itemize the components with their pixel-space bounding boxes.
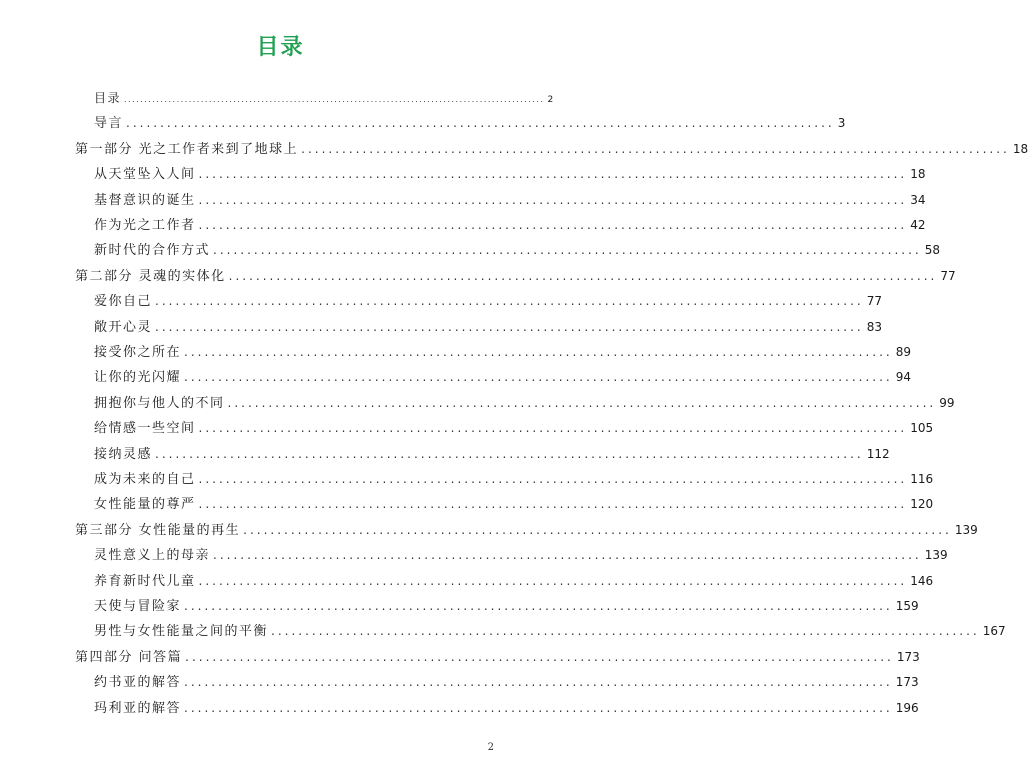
toc-entry[interactable] [94, 111, 846, 136]
toc-entry-page: 3 [837, 116, 846, 131]
toc-entry[interactable] [94, 86, 554, 111]
toc-entry-page: 42 [910, 218, 926, 232]
dot-leader: ........................................................................................................ [228, 268, 938, 283]
dot-leader: ........................................................................................................ [184, 700, 893, 715]
toc-entry-page: 99 [939, 395, 955, 410]
toc-entry-label: 约书亚的解答 [94, 675, 182, 691]
toc-entry-label: 作为光之工作者 [94, 218, 196, 233]
toc-entry[interactable] [94, 492, 934, 517]
dot-leader: ........................................................................................................ [184, 599, 893, 613]
toc-entry[interactable] [94, 416, 934, 441]
dot-leader: ........................................................................................................ [126, 116, 835, 131]
toc-entry[interactable] [94, 162, 926, 187]
toc-entry-label: 导言 [94, 116, 124, 132]
toc-entry[interactable] [94, 340, 911, 365]
toc-entry-page: 167 [982, 624, 1006, 639]
dot-leader: ........................................................................................................ [184, 675, 893, 690]
toc-entry[interactable] [94, 467, 934, 492]
toc-entry-label: 男性与女性能量之间的平衡 [94, 624, 269, 640]
toc-entry-page: 120 [910, 497, 934, 512]
toc-part-entry[interactable] [75, 264, 956, 289]
dot-leader: ........................................................................................................ [213, 243, 922, 258]
toc-part-entry[interactable] [75, 645, 920, 670]
toc-entry-page: 146 [910, 573, 934, 588]
dot-leader: ........................................................................................................ [184, 345, 893, 359]
toc-entry[interactable] [94, 391, 955, 416]
dot-leader: ........................................................................................................ [124, 95, 545, 104]
toc-entry[interactable] [94, 619, 1006, 644]
toc-entry[interactable] [94, 543, 948, 568]
toc-entry-label: 第四部分 问答篇 [75, 649, 183, 665]
dot-leader: ........................................................................................................ [155, 446, 864, 461]
toc-entry-label: 灵性意义上的母亲 [94, 548, 211, 564]
toc-entry-page: 83 [866, 319, 882, 334]
toc-entry-label: 第一部分 光之工作者来到了地球上 [75, 141, 299, 157]
toc-entry-page: 159 [895, 599, 919, 613]
dot-leader: ........................................................................................................ [301, 141, 1010, 156]
toc-entry[interactable] [94, 289, 882, 314]
toc-entry[interactable] [94, 188, 926, 213]
dot-leader: ........................................................................................................ [227, 395, 937, 410]
toc-entry-label: 敞开心灵 [94, 319, 153, 335]
toc-entry-page: 139 [954, 522, 978, 537]
toc-entry-page: 173 [895, 675, 919, 690]
toc-entry-label: 第二部分 灵魂的实体化 [75, 268, 226, 284]
dot-leader: ........................................................................................................ [271, 624, 980, 639]
toc-entry-page: 18 [910, 167, 926, 182]
toc-entry-page: 105 [910, 421, 934, 436]
toc-entry-page: 2 [547, 95, 554, 105]
toc-entry-label: 爱你自己 [94, 294, 153, 310]
dot-leader: ........................................................................................................ [213, 548, 922, 563]
page-number: 2 [487, 742, 494, 753]
dot-leader: ........................................................................................................ [198, 167, 908, 182]
toc-part-entry[interactable] [75, 137, 1028, 162]
dot-leader: ........................................................................................................ [198, 573, 908, 588]
toc-entry[interactable] [94, 213, 926, 238]
toc-entry-page: 173 [896, 649, 920, 664]
toc-entry-page: 77 [940, 268, 956, 283]
toc-entry[interactable] [94, 670, 919, 695]
toc-entry-label: 让你的光闪耀 [94, 370, 182, 386]
toc-entry-label: 养育新时代儿童 [94, 573, 196, 589]
toc-entry-label: 给情感一些空间 [94, 421, 196, 437]
toc-entry-label: 女性能量的尊严 [94, 497, 196, 513]
toc-entry-label: 接纳灵感 [94, 446, 153, 462]
toc-entry-label: 接受你之所在 [94, 345, 182, 360]
toc-entry-label: 天使与冒险家 [94, 599, 182, 614]
dot-leader: ........................................................................................................ [198, 472, 908, 486]
toc-entry-label: 新时代的合作方式 [94, 243, 211, 259]
toc-entry-page: 94 [895, 370, 911, 385]
toc-entry-page: 139 [924, 548, 948, 563]
toc-entry-label: 拥抱你与他人的不同 [94, 395, 225, 411]
toc-entry[interactable] [94, 315, 882, 340]
toc-entry[interactable] [94, 594, 919, 619]
toc-entry-page: 34 [910, 192, 926, 207]
toc-entry-label: 第三部分 女性能量的再生 [75, 522, 241, 538]
toc-entry-label: 从天堂坠入人间 [94, 167, 196, 183]
page-title: 目录 [256, 35, 305, 60]
dot-leader: ........................................................................................................ [155, 294, 864, 309]
toc-entry-page: 77 [866, 294, 882, 309]
toc-entry-page: 112 [866, 446, 890, 461]
toc-entry-label: 成为未来的自己 [94, 472, 196, 487]
dot-leader: ........................................................................................................ [198, 218, 908, 232]
toc-part-entry[interactable] [75, 518, 978, 543]
toc-entry-page: 116 [910, 472, 934, 486]
dot-leader: ........................................................................................................ [243, 522, 952, 537]
toc-entry-label: 玛利亚的解答 [94, 700, 182, 716]
toc-entry[interactable] [94, 569, 934, 594]
toc-entry[interactable] [94, 365, 911, 390]
toc-entry-page: 196 [895, 700, 919, 715]
toc-entry[interactable] [94, 696, 919, 721]
toc-entry[interactable] [94, 238, 940, 263]
toc-entry-page: 18 [1012, 141, 1028, 156]
toc-entry-label: 基督意识的诞生 [94, 192, 196, 208]
dot-leader: ........................................................................................................ [198, 497, 908, 512]
toc-entry-page: 58 [924, 243, 940, 258]
dot-leader: ........................................................................................................ [185, 649, 894, 664]
dot-leader: ........................................................................................................ [184, 370, 893, 385]
dot-leader: ........................................................................................................ [198, 192, 908, 207]
dot-leader: ........................................................................................................ [155, 319, 864, 334]
toc-entry-page: 89 [895, 345, 911, 359]
toc-entry[interactable] [94, 442, 890, 467]
toc-entry-label: 目录 [94, 91, 122, 105]
dot-leader: ........................................................................................................ [198, 421, 908, 436]
